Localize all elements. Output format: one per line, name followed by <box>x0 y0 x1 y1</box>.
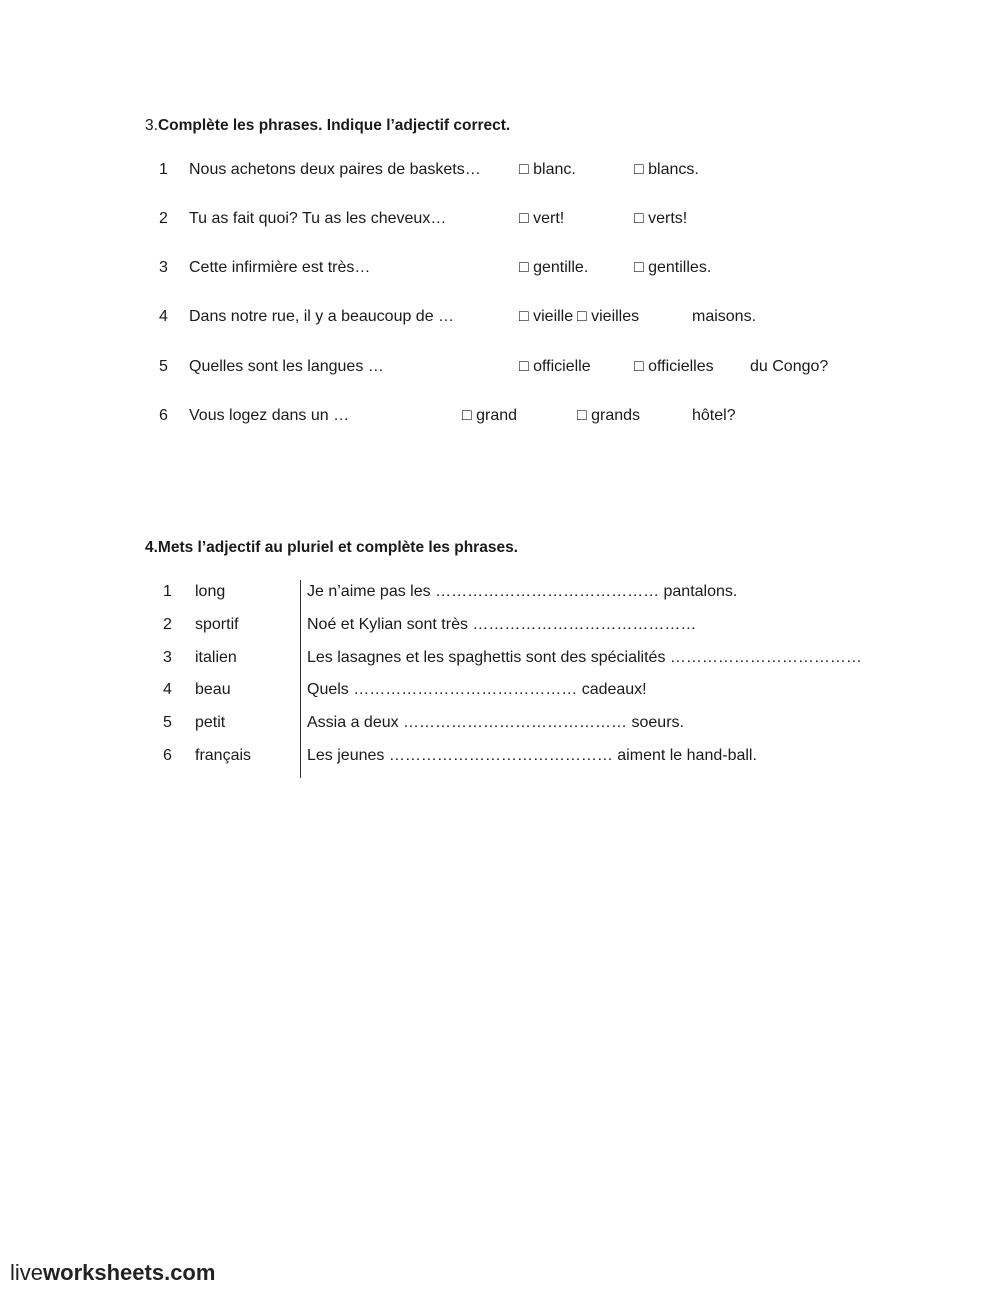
sentence: Quelles sont les langues … <box>189 358 384 375</box>
row-number: 4 <box>163 681 172 698</box>
row-number: 1 <box>163 583 172 600</box>
option-2-checkbox[interactable]: □ officielles <box>634 358 714 375</box>
adjective: long <box>195 583 226 600</box>
sentence: Tu as fait quoi? Tu as les cheveux… <box>189 210 447 227</box>
option-1-checkbox[interactable]: □ blanc. <box>519 161 576 178</box>
option-2-checkbox[interactable]: □ gentilles. <box>634 259 712 276</box>
sentence-tail: maisons. <box>692 308 757 325</box>
fill-in-sentence[interactable]: Noé et Kylian sont très …………………………………… <box>307 616 697 633</box>
fill-in-sentence[interactable]: Les lasagnes et les spaghettis sont des spécialités ……………………………… <box>307 649 862 666</box>
table-divider <box>300 580 301 778</box>
row-number: 3 <box>159 259 168 276</box>
row-number: 2 <box>159 210 168 227</box>
row-number: 2 <box>163 616 172 633</box>
row-number: 1 <box>159 161 168 178</box>
fill-in-sentence[interactable]: Je n’aime pas les …………………………………… pantalons. <box>307 583 738 600</box>
section3-title: Complète les phrases. Indique l’adjectif correct. <box>157 117 511 134</box>
option-2-checkbox[interactable]: □ blancs. <box>634 161 699 178</box>
logo-worksheets: worksheets <box>43 1260 165 1285</box>
fill-in-sentence[interactable]: Assia a deux …………………………………… soeurs. <box>307 714 684 731</box>
adjective: italien <box>195 649 237 666</box>
option-2-checkbox[interactable]: □ grands <box>577 407 641 424</box>
option-1-checkbox[interactable]: □ vert! <box>519 210 565 227</box>
liveworksheets-logo[interactable] <box>10 1260 215 1286</box>
section4-heading: 4.Mets l’adjectif au pluriel et complète les phrases. <box>145 539 518 556</box>
adjective: petit <box>195 714 226 731</box>
row-number: 5 <box>163 714 172 731</box>
section3-number: 3. <box>145 117 158 134</box>
option-1-checkbox[interactable]: □ vieille <box>519 308 574 325</box>
sentence: Nous achetons deux paires de baskets… <box>189 161 481 178</box>
row-number: 4 <box>159 308 168 325</box>
option-1-checkbox[interactable]: □ officielle <box>519 358 591 375</box>
option-2-checkbox[interactable]: □ verts! <box>634 210 688 227</box>
fill-in-sentence[interactable]: Les jeunes …………………………………… aiment le hand-ball. <box>307 747 757 764</box>
sentence: Dans notre rue, il y a beaucoup de … <box>189 308 455 325</box>
row-number: 6 <box>163 747 172 764</box>
fill-in-sentence[interactable]: Quels …………………………………… cadeaux! <box>307 681 647 698</box>
adjective: beau <box>195 681 231 698</box>
sentence-tail: hôtel? <box>692 407 736 424</box>
sentence: Vous logez dans un … <box>189 407 350 424</box>
sentence-tail: du Congo? <box>750 358 829 375</box>
adjective: français <box>195 747 252 764</box>
logo-suffix: .com <box>164 1260 216 1285</box>
option-1-checkbox[interactable]: □ gentille. <box>519 259 589 276</box>
section3-heading <box>145 117 510 135</box>
option-1-checkbox[interactable]: □ grand <box>462 407 518 424</box>
row-number: 3 <box>163 649 172 666</box>
adjective: sportif <box>195 616 239 633</box>
row-number: 6 <box>159 407 168 424</box>
row-number: 5 <box>159 358 168 375</box>
sentence: Cette infirmière est très… <box>189 259 371 276</box>
logo-live: live <box>10 1260 44 1285</box>
option-2-checkbox[interactable]: □ vieilles <box>577 308 640 325</box>
